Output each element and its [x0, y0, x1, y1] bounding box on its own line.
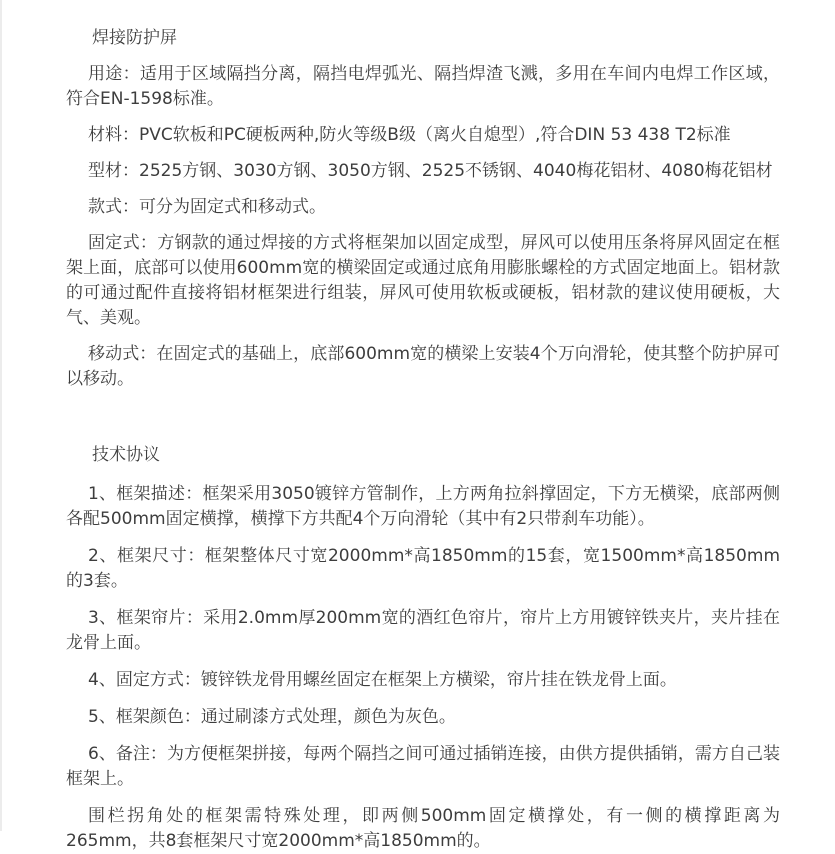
paragraph-profiles: 型材：2525方钢、3030方钢、3050方钢、2525不锈钢、4040梅花铝材、4080梅花铝材 [88, 161, 773, 181]
tech-item-remarks: 6、备注：为方便框架拼接，每两个隔挡之间可通过插销连接，由供方提供插销，需方自己装框架上。 [66, 744, 780, 789]
paragraph-material: 材料：PVC软板和PC硬板两种,防火等级B级（离火自熄型）,符合DIN 53 438 T2标准 [88, 125, 731, 145]
paragraph-styles: 款式：可分为固定式和移动式。 [88, 197, 326, 217]
tech-item-frame-curtain: 3、框架帘片：采用2.0mm厚200mm宽的酒红色帘片，帘片上方用镀锌铁夹片，夹片挂在龙骨上面。 [66, 608, 780, 653]
paragraph-mobile-type: 移动式：在固定式的基础上，底部600mm宽的横梁上安装4个万向滑轮，使其整个防护屏可以移动。 [66, 344, 780, 389]
tech-item-fixing-method: 4、固定方式：镀锌铁龙骨用螺丝固定在框架上方横梁，帘片挂在铁龙骨上面。 [88, 670, 677, 690]
paragraph-corner-note: 围栏拐角处的框架需特殊处理，即两侧500mm固定横撑处，有一侧的横撑距离为265mm，共8套框架尺寸宽2000mm*高1850mm的。 [66, 806, 780, 851]
section-title-technical-agreement: 技术协议 [92, 445, 160, 465]
tech-item-frame-size: 2、框架尺寸：框架整体尺寸宽2000mm*高1850mm的15套，宽1500mm*高1850mm的3套。 [66, 546, 780, 591]
tech-item-frame-color: 5、框架颜色：通过刷漆方式处理，颜色为灰色。 [88, 707, 456, 727]
page-title: 焊接防护屏 [92, 28, 177, 48]
paragraph-fixed-type: 固定式：方钢款的通过焊接的方式将框架加以固定成型，屏风可以使用压条将屏风固定在框架上面，底部可以使用600mm宽的横梁固定或通过底角用膨胀螺栓的方式固定地面上。铝材款的可通过配件直接将铝材框架进行组装，屏风可使用软板或硬板，铝材款的建议使用硬板，大气、美观。 [66, 233, 780, 328]
paragraph-usage: 用途：适用于区域隔挡分离，隔挡电焊弧光、隔挡焊渣飞溅，多用在车间内电焊工作区域，符合EN-1598标准。 [66, 64, 780, 109]
tech-item-frame-description: 1、框架描述：框架采用3050镀锌方管制作，上方两角拉斜撑固定，下方无横梁，底部两侧各配500mm固定横撑，横撑下方共配4个万向滑轮（其中有2只带刹车功能）。 [66, 484, 780, 529]
